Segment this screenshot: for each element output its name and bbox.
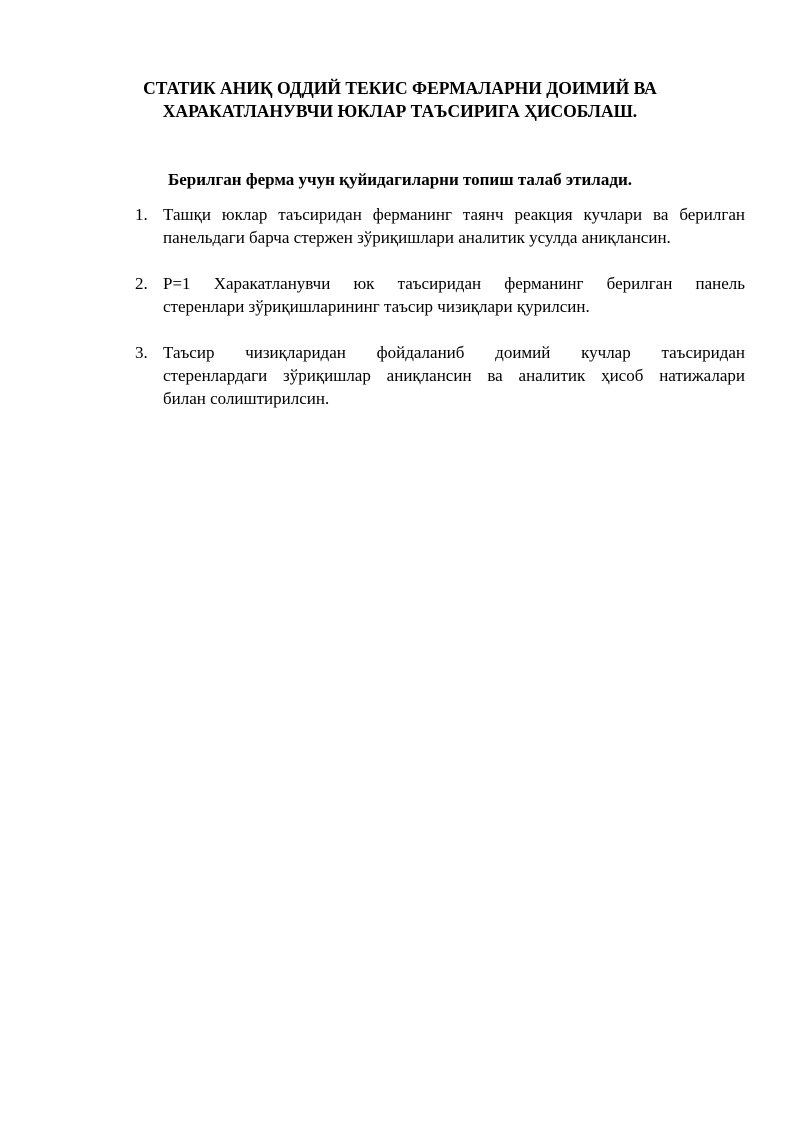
task-line: Ташқи юклар таъсиридан ферманинг таянч реакция кучлари ва берилган bbox=[163, 205, 745, 224]
task-line: P=1 Харакатланувчи юк таъсиридан ферманинг берилган панель bbox=[163, 274, 745, 293]
task-number: 3. bbox=[135, 343, 148, 362]
task-text bbox=[163, 203, 745, 249]
task-number: 2. bbox=[135, 274, 148, 293]
task-list bbox=[135, 203, 745, 433]
task-line: стеренлари зўриқишларининг таъсир чизиқлари қурилсин. bbox=[163, 297, 590, 316]
task-line: стеренлардаги зўриқишлар аниқлансин ва аналитик ҳисоб натижалари bbox=[163, 366, 745, 385]
task-text bbox=[163, 341, 745, 410]
task-text bbox=[163, 272, 745, 318]
task-item bbox=[135, 341, 745, 410]
task-line: билан солиштирилсин. bbox=[163, 389, 330, 408]
title-line: СТАТИК АНИҚ ОДДИЙ ТЕКИС ФЕРМАЛАРНИ ДОИМИЙ ВА bbox=[143, 78, 657, 98]
task-item bbox=[135, 272, 745, 318]
task-item bbox=[135, 203, 745, 249]
document-title bbox=[110, 77, 690, 123]
task-number: 1. bbox=[135, 205, 148, 224]
task-line: панельдаги барча стержен зўриқишлари аналитик усулда аниқлансин. bbox=[163, 228, 671, 247]
task-line: Таъсир чизиқларидан фойдаланиб доимий кучлар таъсиридан bbox=[163, 343, 745, 362]
task-subheading: Берилган ферма учун қуйидагиларни топиш талаб этилади. bbox=[167, 170, 632, 189]
title-line: ХАРАКАТЛАНУВЧИ ЮКЛАР ТАЪСИРИГА ҲИСОБЛАШ. bbox=[162, 101, 638, 121]
